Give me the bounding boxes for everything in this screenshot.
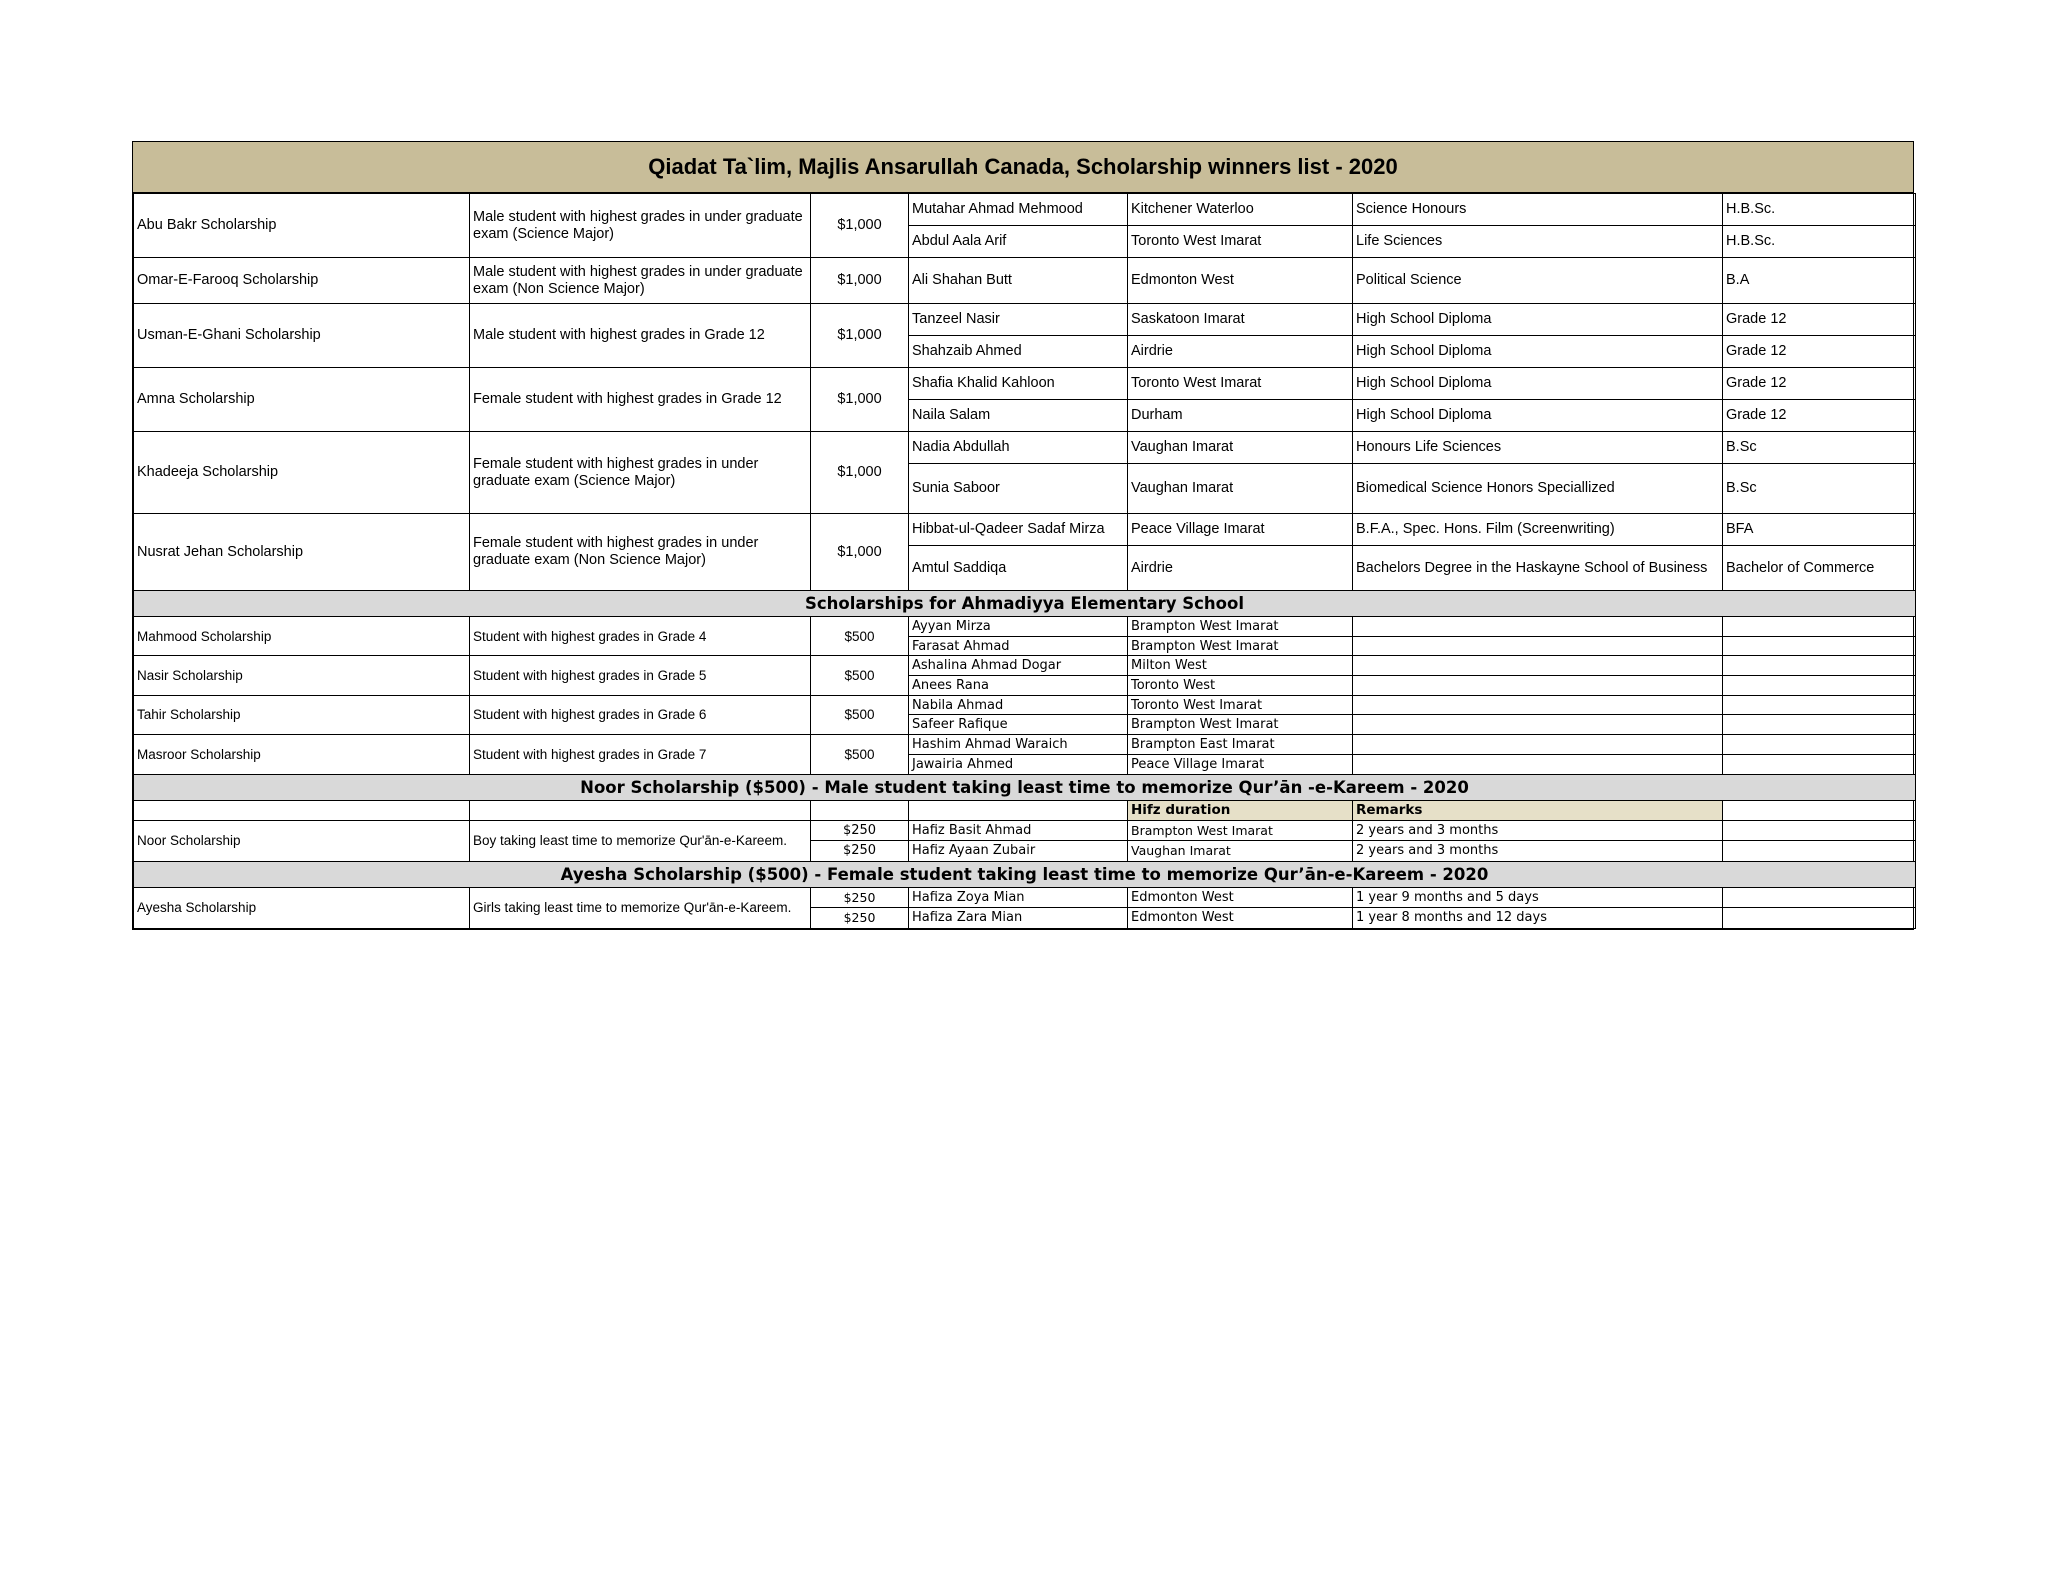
winner-program	[1353, 636, 1723, 656]
winner-duration: 2 years and 3 months	[1353, 841, 1723, 862]
winner-name: Amtul Saddiqa	[909, 546, 1128, 591]
header-cell	[134, 800, 470, 820]
scholarship-name: Noor Scholarship	[134, 820, 470, 861]
table-row	[134, 695, 1916, 715]
scholarship-criteria: Female student with highest grades in Grade 12	[470, 368, 811, 432]
winner-degree	[1723, 735, 1916, 755]
winner-location: Saskatoon Imarat	[1128, 304, 1353, 336]
winner-location: Airdrie	[1128, 546, 1353, 591]
winner-extra	[1723, 887, 1916, 908]
scholarship-amount: $500	[811, 656, 909, 695]
winner-location: Edmonton West	[1128, 258, 1353, 304]
scholarship-name: Ayesha Scholarship	[134, 887, 470, 928]
table-row	[134, 514, 1916, 546]
winner-program: High School Diploma	[1353, 304, 1723, 336]
winner-degree	[1723, 617, 1916, 637]
scholarship-amount: $500	[811, 617, 909, 656]
winner-name: Hibbat-ul-Qadeer Sadaf Mirza	[909, 514, 1128, 546]
winner-degree: H.B.Sc.	[1723, 226, 1916, 258]
winner-name: Shahzaib Ahmed	[909, 336, 1128, 368]
winner-duration: 2 years and 3 months	[1353, 820, 1723, 841]
winner-extra	[1723, 841, 1916, 862]
winner-name: Anees Rana	[909, 676, 1128, 696]
winner-location: Airdrie	[1128, 336, 1353, 368]
winner-location: Toronto West Imarat	[1128, 226, 1353, 258]
table-row	[134, 617, 1916, 637]
winner-extra	[1723, 820, 1916, 841]
table-row	[134, 591, 1916, 617]
scholarship-amount: $1,000	[811, 258, 909, 304]
winner-location: Vaughan Imarat	[1128, 841, 1353, 862]
winner-name: Jawairia Ahmed	[909, 754, 1128, 774]
winner-program: High School Diploma	[1353, 400, 1723, 432]
winner-name: Ali Shahan Butt	[909, 258, 1128, 304]
winner-location: Vaughan Imarat	[1128, 464, 1353, 514]
winner-amount: $250	[811, 820, 909, 841]
winner-name: Hafiz Ayaan Zubair	[909, 841, 1128, 862]
scholarship-criteria: Male student with highest grades in under graduate exam (Non Science Major)	[470, 258, 811, 304]
scholarship-criteria: Boy taking least time to memorize Qur'ān-e-Kareem.	[470, 820, 811, 861]
scholarship-name: Usman-E-Ghani Scholarship	[134, 304, 470, 368]
scholarship-name: Masroor Scholarship	[134, 735, 470, 774]
table-row	[134, 656, 1916, 676]
winner-degree: Grade 12	[1723, 368, 1916, 400]
table-row	[134, 774, 1916, 800]
scholarship-amount: $1,000	[811, 368, 909, 432]
table-row	[134, 258, 1916, 304]
winner-degree	[1723, 695, 1916, 715]
winner-name: Abdul Aala Arif	[909, 226, 1128, 258]
winner-program: High School Diploma	[1353, 368, 1723, 400]
winner-degree: H.B.Sc.	[1723, 194, 1916, 226]
scholarship-name: Mahmood Scholarship	[134, 617, 470, 656]
scholarship-amount: $1,000	[811, 194, 909, 258]
winner-name: Hashim Ahmad Waraich	[909, 735, 1128, 755]
winner-location: Brampton West Imarat	[1128, 820, 1353, 841]
table-row	[134, 861, 1916, 887]
scholarship-name: Nasir Scholarship	[134, 656, 470, 695]
document-title: Qiadat Ta`lim, Majlis Ansarullah Canada, Scholarship winners list - 2020	[133, 142, 1913, 193]
winner-location: Kitchener Waterloo	[1128, 194, 1353, 226]
winner-name: Naila Salam	[909, 400, 1128, 432]
winner-location: Brampton East Imarat	[1128, 735, 1353, 755]
winner-degree: B.Sc	[1723, 432, 1916, 464]
winner-degree: B.Sc	[1723, 464, 1916, 514]
table-row	[134, 735, 1916, 755]
winner-program	[1353, 617, 1723, 637]
winner-program: B.F.A., Spec. Hons. Film (Screenwriting)	[1353, 514, 1723, 546]
winner-location: Edmonton West	[1128, 908, 1353, 929]
winner-degree	[1723, 715, 1916, 735]
winner-name: Shafia Khalid Kahloon	[909, 368, 1128, 400]
winner-location: Toronto West	[1128, 676, 1353, 696]
winner-location: Peace Village Imarat	[1128, 754, 1353, 774]
scholarship-amount: $1,000	[811, 304, 909, 368]
winner-program	[1353, 676, 1723, 696]
table-row	[134, 368, 1916, 400]
scholarship-name: Nusrat Jehan Scholarship	[134, 514, 470, 591]
winner-degree	[1723, 636, 1916, 656]
winner-name: Safeer Rafique	[909, 715, 1128, 735]
scholarship-criteria: Female student with highest grades in under graduate exam (Non Science Major)	[470, 514, 811, 591]
winner-degree	[1723, 754, 1916, 774]
winner-program: Honours Life Sciences	[1353, 432, 1723, 464]
winner-location: Peace Village Imarat	[1128, 514, 1353, 546]
scholarship-criteria: Male student with highest grades in Grade 12	[470, 304, 811, 368]
scholarship-name: Khadeeja Scholarship	[134, 432, 470, 514]
winner-location: Toronto West Imarat	[1128, 368, 1353, 400]
scholarship-table	[133, 193, 1916, 929]
winner-program	[1353, 695, 1723, 715]
winner-degree: Bachelor of Commerce	[1723, 546, 1916, 591]
scholarship-document	[132, 141, 1914, 930]
winner-duration: 1 year 9 months and 5 days	[1353, 887, 1723, 908]
header-cell	[470, 800, 811, 820]
winner-name: Nabila Ahmad	[909, 695, 1128, 715]
scholarship-criteria: Girls taking least time to memorize Qur'ān-e-Kareem.	[470, 887, 811, 928]
winner-degree: Grade 12	[1723, 304, 1916, 336]
header-cell	[1723, 800, 1916, 820]
scholarship-criteria: Student with highest grades in Grade 4	[470, 617, 811, 656]
winner-amount: $250	[811, 908, 909, 929]
winner-amount: $250	[811, 887, 909, 908]
scholarship-criteria: Student with highest grades in Grade 5	[470, 656, 811, 695]
section-heading-elementary: Scholarships for Ahmadiyya Elementary School	[134, 591, 1916, 617]
winner-location: Vaughan Imarat	[1128, 432, 1353, 464]
header-cell	[811, 800, 909, 820]
scholarship-name: Amna Scholarship	[134, 368, 470, 432]
winner-degree: Grade 12	[1723, 336, 1916, 368]
winner-name: Farasat Ahmad	[909, 636, 1128, 656]
winner-extra	[1723, 908, 1916, 929]
winner-program	[1353, 656, 1723, 676]
winner-name: Nadia Abdullah	[909, 432, 1128, 464]
table-row	[134, 194, 1916, 226]
winner-location: Durham	[1128, 400, 1353, 432]
winner-name: Hafiza Zara Mian	[909, 908, 1128, 929]
scholarship-name: Omar-E-Farooq Scholarship	[134, 258, 470, 304]
winner-degree	[1723, 676, 1916, 696]
winner-location: Brampton West Imarat	[1128, 636, 1353, 656]
winner-degree: BFA	[1723, 514, 1916, 546]
scholarship-criteria: Student with highest grades in Grade 7	[470, 735, 811, 774]
winner-name: Ashalina Ahmad Dogar	[909, 656, 1128, 676]
winner-degree: B.A	[1723, 258, 1916, 304]
winner-program: Science Honours	[1353, 194, 1723, 226]
scholarship-amount: $500	[811, 735, 909, 774]
table-row	[134, 820, 1916, 841]
scholarship-criteria: Student with highest grades in Grade 6	[470, 695, 811, 734]
winner-name: Sunia Saboor	[909, 464, 1128, 514]
scholarship-amount: $500	[811, 695, 909, 734]
winner-location: Brampton West Imarat	[1128, 715, 1353, 735]
scholarship-criteria: Female student with highest grades in under graduate exam (Science Major)	[470, 432, 811, 514]
table-row	[134, 887, 1916, 908]
winner-name: Ayyan Mirza	[909, 617, 1128, 637]
winner-program: Biomedical Science Honors Speciallized	[1353, 464, 1723, 514]
winner-degree	[1723, 656, 1916, 676]
scholarship-name: Abu Bakr Scholarship	[134, 194, 470, 258]
winner-degree: Grade 12	[1723, 400, 1916, 432]
winner-name: Hafiz Basit Ahmad	[909, 820, 1128, 841]
winner-duration: 1 year 8 months and 12 days	[1353, 908, 1723, 929]
winner-program: High School Diploma	[1353, 336, 1723, 368]
winner-program	[1353, 754, 1723, 774]
winner-program: Political Science	[1353, 258, 1723, 304]
table-row	[134, 304, 1916, 336]
table-row	[134, 432, 1916, 464]
winner-location: Edmonton West	[1128, 887, 1353, 908]
winner-name: Tanzeel Nasir	[909, 304, 1128, 336]
winner-program	[1353, 735, 1723, 755]
winner-name: Mutahar Ahmad Mehmood	[909, 194, 1128, 226]
winner-location: Brampton West Imarat	[1128, 617, 1353, 637]
section-heading-ayesha: Ayesha Scholarship ($500) - Female student taking least time to memorize Qur’ān-e-Kareem - 2020	[134, 861, 1916, 887]
winner-amount: $250	[811, 841, 909, 862]
column-header-hifz: Hifz duration	[1128, 800, 1353, 820]
scholarship-name: Tahir Scholarship	[134, 695, 470, 734]
scholarship-amount: $1,000	[811, 514, 909, 591]
winner-name: Hafiza Zoya Mian	[909, 887, 1128, 908]
winner-program: Bachelors Degree in the Haskayne School of Business	[1353, 546, 1723, 591]
table-row	[134, 800, 1916, 820]
section-heading-noor: Noor Scholarship ($500) - Male student taking least time to memorize Qur’ān -e-Kareem - 2020	[134, 774, 1916, 800]
winner-program	[1353, 715, 1723, 735]
winner-program: Life Sciences	[1353, 226, 1723, 258]
scholarship-criteria: Male student with highest grades in under graduate exam (Science Major)	[470, 194, 811, 258]
winner-location: Milton West	[1128, 656, 1353, 676]
column-header-remarks: Remarks	[1353, 800, 1723, 820]
scholarship-amount: $1,000	[811, 432, 909, 514]
header-cell	[909, 800, 1128, 820]
winner-location: Toronto West Imarat	[1128, 695, 1353, 715]
